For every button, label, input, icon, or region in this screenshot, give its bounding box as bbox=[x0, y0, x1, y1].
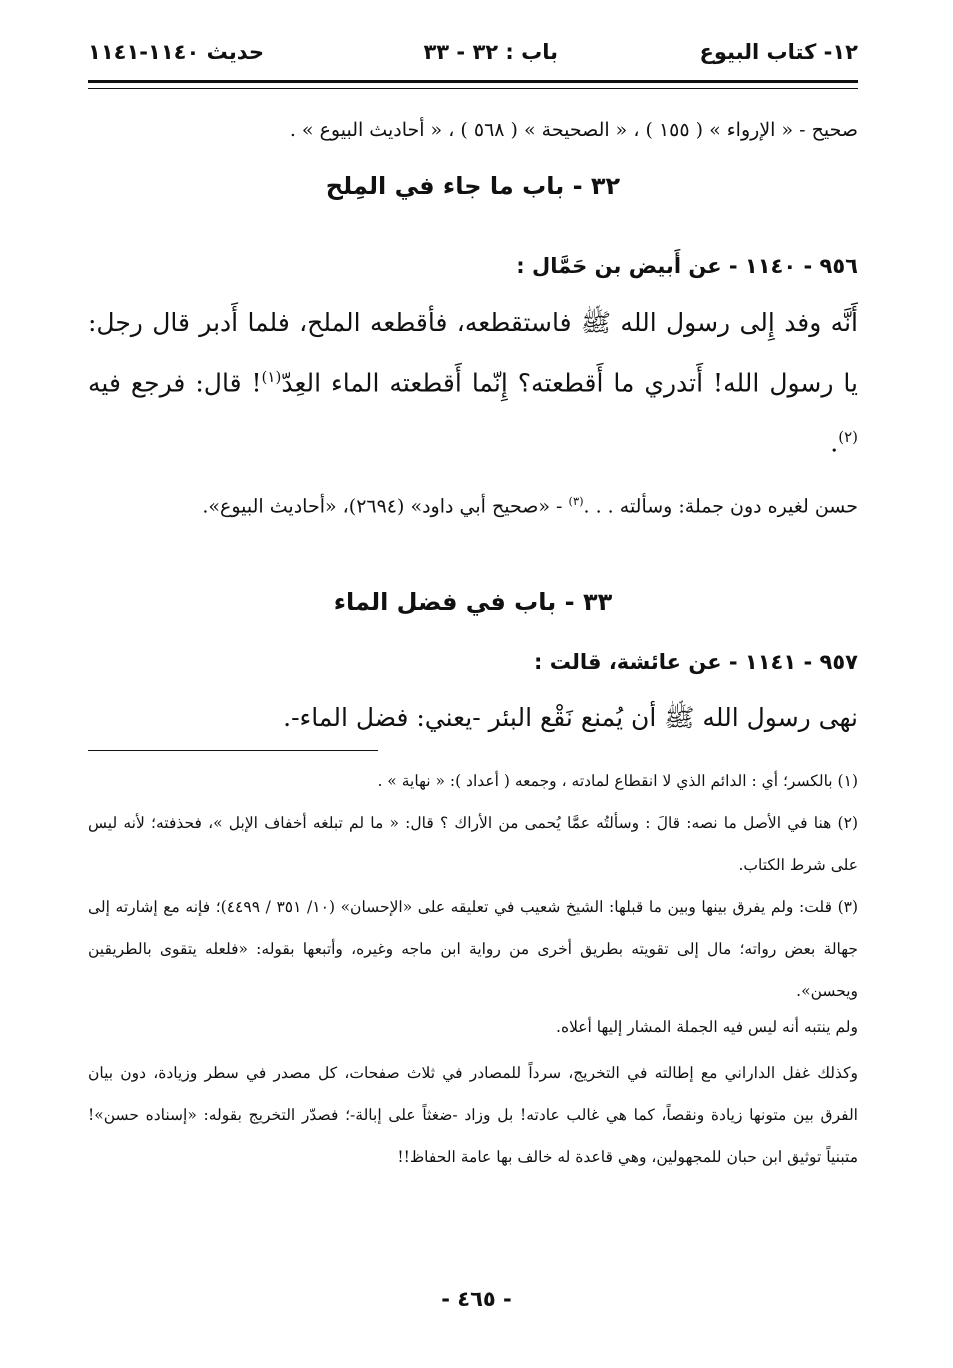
footnote-1: (١) بالكسر؛ أي : الدائم الذي لا انقطاع لمادته ، وجمعه ( أعداد ): « نهاية » . bbox=[377, 772, 858, 790]
footnote-ref-3: (٣) bbox=[568, 494, 584, 508]
hadith-1141-text: نهى رسول الله ﷺ أن يُمنع نَقْع البئر -يعني: فضل الماء-. bbox=[283, 703, 858, 732]
running-header bbox=[88, 30, 858, 74]
footnote-3: (٣) قلت: ولم يفرق بينها وبين ما قبلها: الشيخ شعيب في تعليقه على «الإحسان» (١٠/ ٣٥١ / ٤٤٩٩)؛ فإنه مع إشارته إلى جهالة بعض رواته؛ مال إلى تقويته بطريق أخرى من رواية ابن ماجه وغيره، وأتبعها بقوله: «فلعله يتقوى بالطريقين ويحسن». bbox=[88, 898, 859, 1000]
footnote-separator bbox=[88, 750, 378, 751]
previous-hadith-grade: صحيح - « الإرواء » ( ١٥٥ ) ، « الصحيحة » ( ٥٦٨ ) ، « أحاديث البيوع » . bbox=[289, 119, 858, 141]
chapter-heading-32: ٣٢ - باب ما جاء في المِلح bbox=[325, 172, 621, 200]
hadith-1140-text-end: . bbox=[830, 428, 839, 458]
footnote-ref-1: (١) bbox=[261, 368, 282, 386]
hadith-1141-number-line: ٩٥٧ - ١١٤١ - عن عائشة، قالت : bbox=[534, 650, 858, 674]
footnote-3-continuation-1: ولم ينتبه أنه ليس فيه الجملة المشار إليها أعلاه. bbox=[556, 1018, 858, 1036]
hadith-1140-grade-part1: حسن لغيره دون جملة: وسألته . . . bbox=[583, 495, 858, 518]
hadith-1140-grade-part2: - «صحيح أبي داود» (٢٦٩٤)، «أحاديث البيوع». bbox=[202, 495, 569, 518]
hadith-1140-text-part2: ! قال: فرجع فيه bbox=[88, 368, 262, 398]
hadith-1140-number-line: ٩٥٦ - ١١٤٠ - عن أَبيض بن حَمَّال : bbox=[516, 254, 858, 278]
hadith-1140-text-part1: أَنَّه وفد إِلى رسول الله ﷺ فاستقطعه، فأقطعه الملح، فلما أَدبر قال رجل: يا رسول الله! أَتدري ما أَقطعته؟ إِنّما أَقطعته الماء العِدّ bbox=[88, 308, 858, 398]
header-rule-thin bbox=[88, 88, 858, 89]
header-book-title: ١٢- كتاب البيوع bbox=[699, 40, 858, 64]
footnote-2: (٢) هنا في الأصل ما نصه: قالَ : وسألتُه عمَّا يُحمى من الأراك ؟ قال: « ما لم تبلغه أخفاف الإبل »، فحذفته؛ لأنه ليس على شرط الكتاب. bbox=[88, 814, 858, 874]
hadith-1140-grade bbox=[88, 476, 858, 531]
hadith-1140-text bbox=[88, 296, 858, 471]
page-number: - ٤٦٥ - bbox=[441, 1287, 512, 1311]
header-chapter-range: باب : ٣٢ - ٣٣ bbox=[423, 40, 558, 64]
footnote-3-continuation-2: وكذلك غفل الداراني مع إطالته في التخريج، سرداً للمصادر في ثلاث صفحات، كل مصدر في سطر وزيادة، دون بيان الفرق بين متونها زيادة ونقصاً، كما هي غالب عادته! بل وزاد -ضغثاً على إبالة-؛ فصدّر التخريج بقوله: «إسناده حسن»! متبنياً توثيق ابن حبان للمجهولين، وهي قاعدة له خالف بها عامة الحفاظ!! bbox=[88, 1064, 858, 1166]
header-rule-thick bbox=[88, 80, 858, 83]
footnote-ref-2: (٢) bbox=[838, 428, 858, 447]
header-hadith-range: حديث ١١٤٠-١١٤١ bbox=[88, 40, 264, 64]
chapter-heading-33: ٣٣ - باب في فضل الماء bbox=[333, 588, 613, 616]
